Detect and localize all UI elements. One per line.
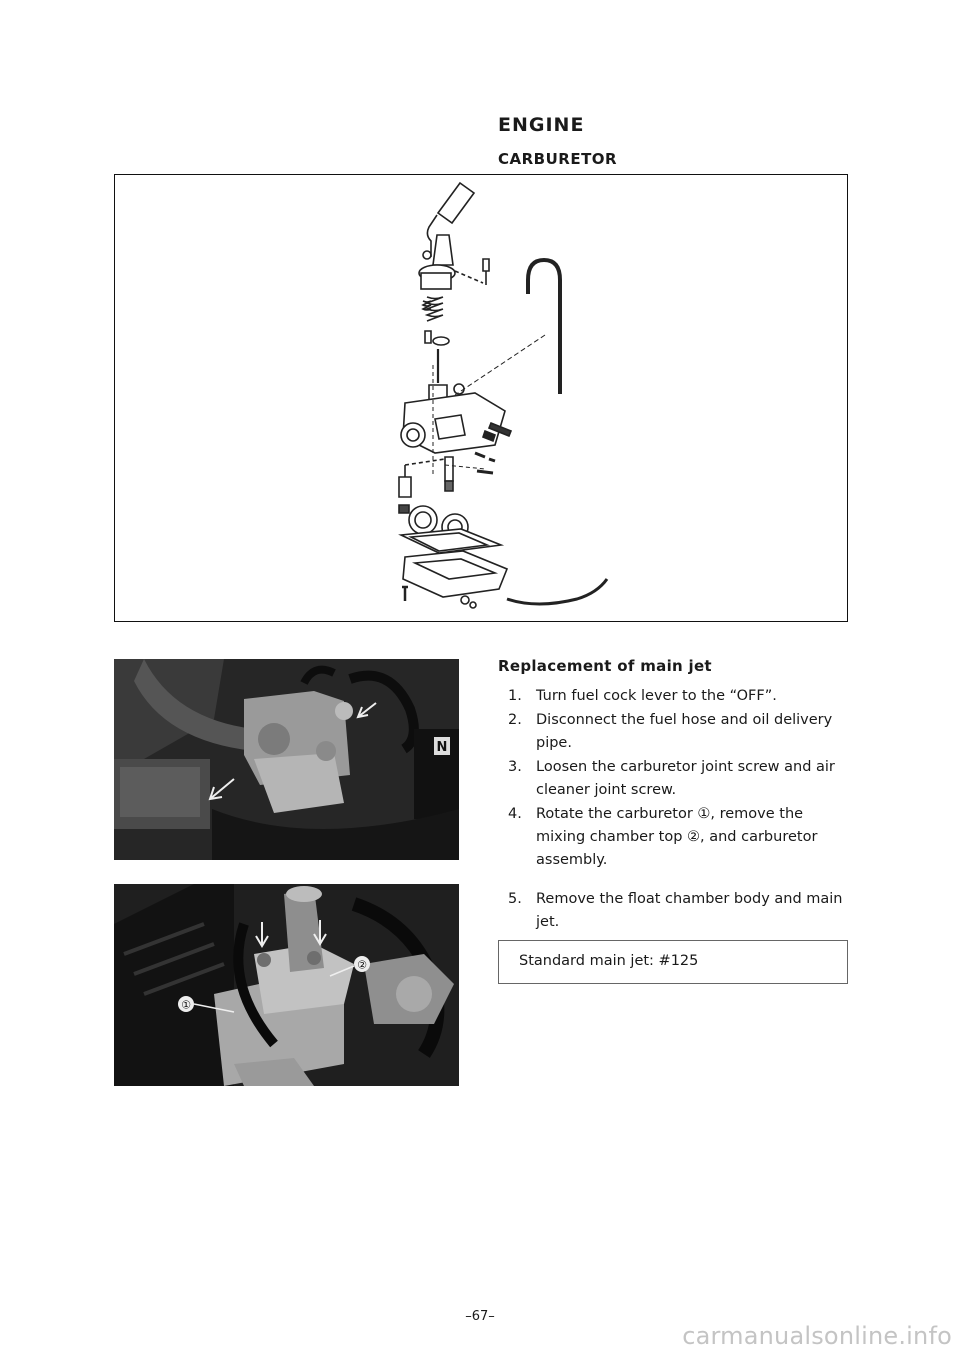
exploded-view-diagram — [114, 174, 848, 622]
instructions-title: Replacement of main jet — [498, 657, 712, 675]
step-item: 2. Disconnect the fuel hose and oil delivery pipe. — [508, 712, 833, 751]
callout-1: ① — [181, 998, 191, 1012]
step-item: 3. Loosen the carburetor joint screw and air cleaner joint screw. — [508, 759, 835, 798]
photo-tag: N — [436, 740, 448, 755]
step-item: 5. Remove the float chamber body and main jet. — [508, 891, 843, 930]
step-spacer — [498, 873, 848, 887]
page-header — [498, 114, 617, 168]
photo-carburetor-mounted — [114, 659, 459, 860]
photo-carburetor-top-view — [114, 884, 459, 1086]
step-item: 4. Rotate the carburetor ①, remove the mixing chamber top ②, and carburetor assembly. — [508, 806, 818, 868]
replacement-instructions — [498, 657, 848, 935]
carburetor-exploded-illustration — [115, 175, 849, 623]
page-number: –67– — [465, 1309, 495, 1324]
main-jet-spec: Standard main jet: #125 — [519, 953, 699, 969]
callout-2: ② — [357, 958, 367, 972]
watermark: carmanualsonline.info — [682, 1322, 952, 1350]
steps-list — [498, 685, 848, 934]
subsection-title: CARBURETOR — [498, 150, 618, 168]
main-jet-spec-box — [498, 940, 848, 984]
step-item: 1. Turn fuel cock lever to the “OFF”. — [508, 688, 777, 704]
section-title: ENGINE — [498, 114, 585, 136]
